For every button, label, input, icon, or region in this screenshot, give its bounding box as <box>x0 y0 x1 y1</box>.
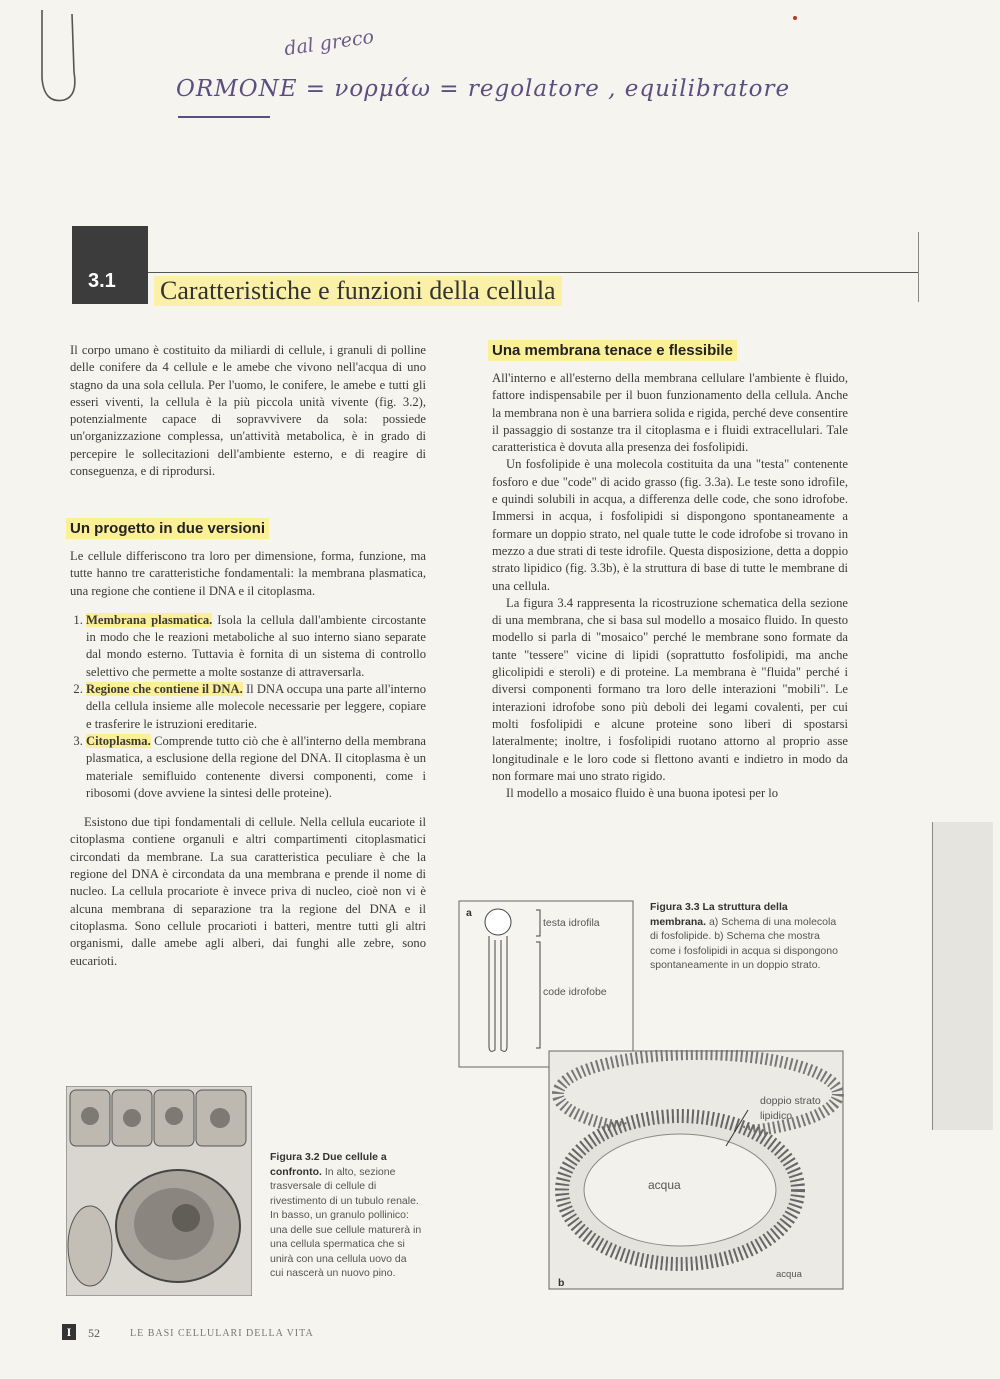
list-text: Comprende tutto ciò che è all'interno della membrana plasmatica, a esclusione della regione del DNA. Il citoplasma è un materiale semifluido contenente diversi componenti, come i ribosomi (dove avviene la sintesi delle proteine). <box>86 733 426 800</box>
figure-3-3-caption-text: a) Schema di una molecola di fosfolipide. b) Schema che mostra come i fosfolipidi in acqua si dispongono spontaneamente in un doppio strato. <box>650 915 838 971</box>
section-number: 3.1 <box>88 270 116 292</box>
figure-3-3b-bilayer <box>548 1050 844 1290</box>
heading-two-versions: Un progetto in due versioni <box>66 518 269 539</box>
paragraph-membrane-fluid: All'interno e all'esterno della membrana cellulare l'ambiente è fluido, fattore indispensabile per il buon funzionamento della cellula. Anche la membrana non è una barriera solida e rigida, perché deve consentire il passaggio di sostanze tra il citoplasma e i fluidi extracellulari. Tale caratteristica è dovuta alla presenza dei fosfolipidi. <box>492 371 848 455</box>
list-text: Il DNA occupa una parte all'interno della cellula insieme alle molecole necessarie per leggere, copiare e trasferire le istruzioni ereditarie. <box>86 682 426 731</box>
features-list <box>70 612 426 802</box>
adjacent-page-edge <box>932 822 993 1130</box>
handwritten-underline <box>178 116 270 118</box>
section-title: Caratteristiche e funzioni della cellula <box>154 276 562 306</box>
speck-mark <box>793 16 797 20</box>
figure-3-3-label-a: a <box>466 907 472 919</box>
list-item <box>86 681 426 733</box>
intro-paragraph: Il corpo umano è costituito da miliardi di cellule, i granuli di polline delle conifere da 4 cellule e le amebe che vivono nell'acqua di uno stagno da una sola cellula. Per l'uomo, le conifere, le amebe e tutti gli esseri viventi, la cellula è la più piccola unità vivente (fig. 3.2), potenzialmente capace di sopravvivere da sola: possiede un'organizzazione complessa, un'attività metabolica, è in grado di percepire le sollecitazioni dell'ambiente esterno, e di reagire di conseguenza, e di riprodursi. <box>70 343 426 479</box>
paragraph-fluid-mosaic: La figura 3.4 rappresenta la ricostruzione schematica della sezione di una membrana, che si basa sul modello a mosaico fluido. In questo modello si parla di "mosaico" perché le membrane sono formate da tante "tessere" vicine di lipidi (soprattutto fosfolipidi, ma anche glicolipidi e steroli) e di proteine. La membrana è "fluida" perché i diversi componenti formano tra loro delle interazioni "mobili". Le interazioni idrofobe sono più deboli dei legami covalenti, per cui molti fosfolipidi e alcune proteine sono liberi di spostarsi lateralmente; inoltre, i fosfolipidi ruotano attorno al proprio asse longitudinale e le loro code si flettono avanti e indietro in modo da non formare mai uno strato rigido. <box>492 595 848 783</box>
bilayer-label: doppio strato lipidico <box>760 1095 821 1122</box>
paragraph-cell-types: Esistono due tipi fondamentali di cellule. Nella cellula eucariote il citoplasma contiene organuli e altri compartimenti citoplasmatici circondati da membrane. La sua caratteristica peculiare è che la regione del DNA è circondata da una membrana e prende il nome di nucleo. La cellula procariote è invece priva di nucleo, cioè non vi è alcuna membrana di separazione tra la regione del DNA e il citoplasma. Sono cellule procarioti i batteri, mentre tutti gli altri organismi, dalle amebe agli alberi, dai funghi alle zebre, sono eucarioti. <box>70 815 426 968</box>
list-item <box>86 612 426 681</box>
figure-3-3-caption-title: Figura 3.3 La struttura della membrana. <box>650 901 788 928</box>
water-outer-label: acqua <box>776 1269 802 1280</box>
unit-badge: I <box>62 1324 76 1340</box>
head-label: testa idrofila <box>543 917 600 929</box>
margin-rule <box>918 232 919 302</box>
left-column-body <box>70 548 426 970</box>
figure-3-2-caption <box>270 1150 422 1281</box>
list-item <box>86 733 426 802</box>
list-term: Membrana plasmatica. <box>86 612 213 627</box>
tail-label: code idrofobe <box>543 986 607 998</box>
section-rule <box>148 272 918 273</box>
paper-clip-mark <box>30 8 80 108</box>
right-column <box>492 370 848 802</box>
list-term: Regione che contiene il DNA. <box>86 682 243 697</box>
heading-membrane: Una membrana tenace e flessibile <box>488 340 737 361</box>
figure-3-2-caption-text: In alto, sezione trasversale di cellule di rivestimento di un tubulo renale. In basso, un granulo pollinico: una delle sue cellule maturerà in una cellula spermatica che si unirà con una cellula uovo da cui nascerà un nuovo pino. <box>270 1165 422 1279</box>
paragraph-continued: Il modello a mosaico fluido è una buona ipotesi per lo <box>506 786 779 801</box>
water-inner-label: acqua <box>648 1178 681 1192</box>
running-title: LE BASI CELLULARI DELLA VITA <box>130 1328 314 1339</box>
figure-3-3-caption <box>650 900 840 973</box>
list-text: Isola la cellula dall'ambiente circostante in modo che le reazioni metaboliche al suo interno siano separate dal mondo esterno. Tuttavia è fornita di un sistema di controllo selettivo che permette a molte sostanze di attraversarla. <box>86 612 426 679</box>
figure-3-3-label-b: b <box>558 1277 565 1289</box>
page-number: 52 <box>88 1326 100 1340</box>
paragraph-three-features: Le cellule differiscono tra loro per dimensione, forma, funzione, ma tutte hanno tre caratteristiche fondamentali: la membrana plasmatica, una regione che contiene il DNA e il citoplasma. <box>70 549 426 598</box>
figure-3-2-caption-title: Figura 3.2 Due cellule a confronto. <box>270 1151 387 1178</box>
left-column <box>70 342 426 480</box>
list-term: Citoplasma. <box>86 733 151 748</box>
handwritten-note: ORMONE = νορμάω = regolatore , equilibratore <box>176 76 791 102</box>
handwritten-annotation: dal greco <box>282 25 376 61</box>
figure-3-2-micrograph <box>66 1086 252 1296</box>
paragraph-phospholipid: Un fosfolipide è una molecola costituita da una "testa" contenente fosforo e due "code" di acido grasso (fig. 3.3a). Le teste sono idrofile, e quindi solubili in acqua, a differenza delle code, che sono idrofobe. Immersi in acqua, i fosfolipidi si dispongono spontaneamente a formare un doppio strato, nel quale tutte le code idrofobe si trovano in mezzo a due strati di teste idrofile. Questa disposizione, detta a doppio strato lipidico (fig. 3.3b), è la struttura di base di tutte le membrane di una cellula. <box>492 457 848 593</box>
